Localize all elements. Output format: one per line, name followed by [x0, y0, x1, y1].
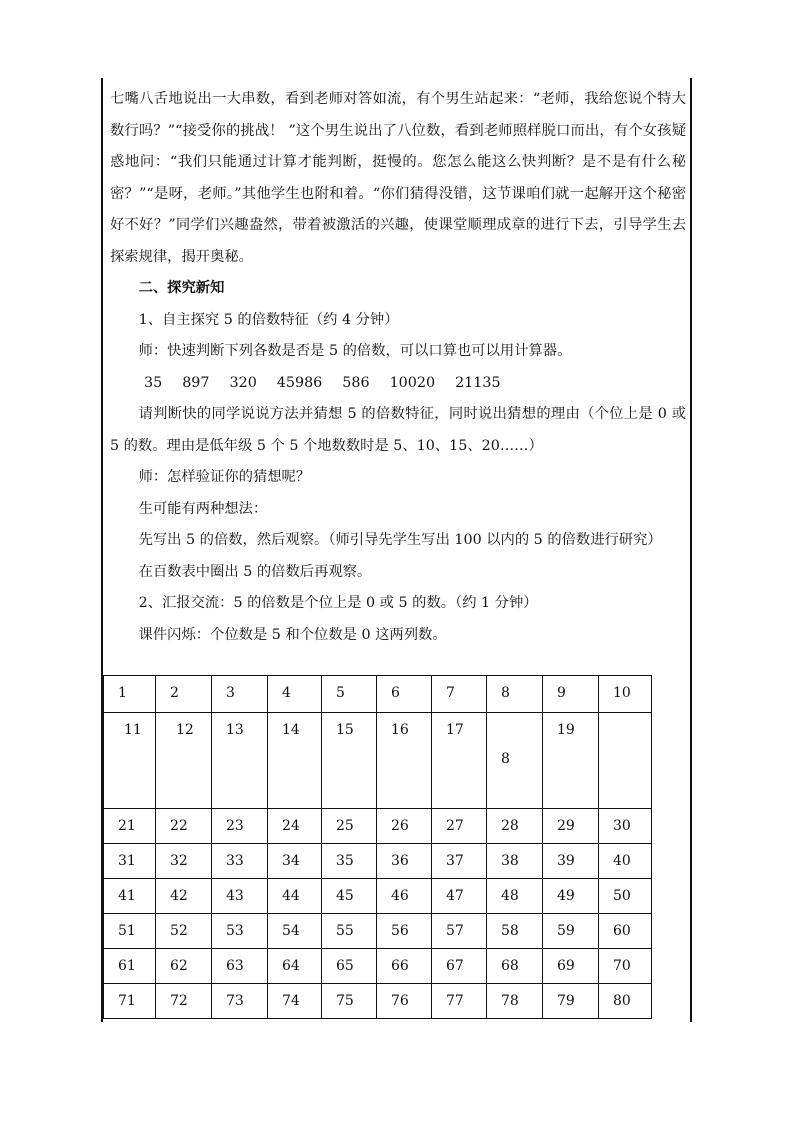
section-heading: 二、探究新知 — [138, 280, 225, 296]
teacher-question: 师：怎样验证你的猜想呢？ — [138, 469, 311, 485]
number-item: 21135 — [455, 374, 501, 391]
method-two: 在百数表中圈出 5 的倍数后再观察。 — [138, 563, 372, 580]
table-cell: 21 — [104, 809, 156, 844]
table-cell: 10 — [599, 676, 652, 713]
table-cell — [599, 713, 652, 809]
table-cell: 5 — [322, 676, 377, 713]
table-cell: 51 — [104, 914, 156, 949]
table-cell: 25 — [322, 809, 377, 844]
table-cell: 72 — [156, 984, 212, 1019]
table-cell: 43 — [212, 879, 268, 914]
intro-paragraph: 七嘴八舌地说出一大串数，看到老师对答如流，有个男生站起来：“老师，我给您说个特大数行吗？”“接受你的挑战！ ”这个男生说出了八位数，看到老师照样脱口而出，有个女孩疑惑地问：“我们只能通过计算才能判断，挺慢的。您怎么能这么快判断？是不是有什么秘密？”“是呀，老师。”其他学生也附和着。“你们猜得没错，这节课咱们就一起解开这个秘密好不好？”同学们兴趣盎然，带着被激活的兴趣，使课堂顺理成章的进行下去，引导学生去探索规律，揭开奥秘。 — [110, 91, 686, 265]
table-row — [104, 949, 652, 984]
table-cell: 53 — [212, 914, 268, 949]
table-row — [104, 676, 652, 713]
table-cell: 65 — [322, 949, 377, 984]
table-cell: 61 — [104, 949, 156, 984]
number-item: 35 — [144, 374, 163, 391]
number-item: 897 — [182, 374, 210, 391]
table-cell: 73 — [212, 984, 268, 1019]
table-cell: 74 — [268, 984, 322, 1019]
table-cell: 29 — [543, 809, 599, 844]
table-cell: 38 — [487, 844, 543, 879]
table-cell: 28 — [487, 809, 543, 844]
table-cell: 34 — [268, 844, 322, 879]
table-cell: 48 — [487, 879, 543, 914]
table-cell: 46 — [377, 879, 432, 914]
table-cell: 69 — [543, 949, 599, 984]
table-cell: 80 — [599, 984, 652, 1019]
table-cell: 67 — [432, 949, 487, 984]
table-cell: 62 — [156, 949, 212, 984]
table-cell: 7 — [432, 676, 487, 713]
table-cell: 66 — [377, 949, 432, 984]
table-cell: 11 — [104, 713, 156, 809]
table-cell: 14 — [268, 713, 322, 809]
table-cell: 42 — [156, 879, 212, 914]
table-cell: 77 — [432, 984, 487, 1019]
number-item: 45986 — [276, 374, 323, 391]
table-cell: 47 — [432, 879, 487, 914]
table-cell: 41 — [104, 879, 156, 914]
table-cell: 60 — [599, 914, 652, 949]
table-cell: 8 — [487, 713, 543, 809]
table-cell: 16 — [377, 713, 432, 809]
table-cell: 71 — [104, 984, 156, 1019]
table-cell: 54 — [268, 914, 322, 949]
number-item: 320 — [229, 374, 257, 391]
table-cell: 57 — [432, 914, 487, 949]
student-ideas: 生可能有两种想法： — [138, 500, 268, 517]
table-row — [104, 914, 652, 949]
teacher-instruction: 师：快速判断下列各数是否是 5 的倍数，可以口算也可以用计算器。 — [138, 343, 572, 359]
table-cell: 50 — [599, 879, 652, 914]
method-one: 先写出 5 的倍数，然后观察。（师引导先学生写出 100 以内的 5 的倍数进行研究） — [138, 532, 662, 548]
table-cell: 23 — [212, 809, 268, 844]
table-cell: 79 — [543, 984, 599, 1019]
table-cell: 37 — [432, 844, 487, 879]
table-cell: 36 — [377, 844, 432, 879]
courseware-note: 课件闪烁：个位数是 5 和个位数是 0 这两列数。 — [138, 626, 447, 643]
numbers-list — [110, 368, 686, 400]
table-cell: 26 — [377, 809, 432, 844]
table-cell: 59 — [543, 914, 599, 949]
table-row — [104, 984, 652, 1019]
table-cell: 1 — [104, 676, 156, 713]
table-cell: 24 — [268, 809, 322, 844]
table-cell: 15 — [322, 713, 377, 809]
table-cell: 45 — [322, 879, 377, 914]
hundred-number-table — [103, 675, 652, 1019]
table-cell: 32 — [156, 844, 212, 879]
table-cell: 6 — [377, 676, 432, 713]
table-row — [104, 879, 652, 914]
table-cell: 19 — [543, 713, 599, 809]
table-cell: 63 — [212, 949, 268, 984]
table-cell: 12 — [156, 713, 212, 809]
table-cell: 27 — [432, 809, 487, 844]
guess-paragraph: 请判断快的同学说说方法并猜想 5 的倍数特征，同时说出猜想的理由（个位上是 0 或 5 的数。理由是低年级 5 个 5 个地数数时是 5、10、15、20……） — [110, 406, 686, 454]
table-cell: 22 — [156, 809, 212, 844]
table-cell: 56 — [377, 914, 432, 949]
table-cell: 2 — [156, 676, 212, 713]
table-cell: 13 — [212, 713, 268, 809]
table-cell: 78 — [487, 984, 543, 1019]
table-cell: 75 — [322, 984, 377, 1019]
lesson-content — [110, 84, 686, 651]
table-cell: 17 — [432, 713, 487, 809]
table-cell: 49 — [543, 879, 599, 914]
table-cell: 64 — [268, 949, 322, 984]
number-item: 10020 — [389, 374, 436, 391]
table-cell: 44 — [268, 879, 322, 914]
number-item: 586 — [342, 374, 370, 391]
table-cell: 35 — [322, 844, 377, 879]
table-cell: 4 — [268, 676, 322, 713]
table-row — [104, 713, 652, 809]
table-cell: 9 — [543, 676, 599, 713]
table-cell: 3 — [212, 676, 268, 713]
table-cell: 39 — [543, 844, 599, 879]
step1-title: 1、自主探究 5 的倍数特征（约 4 分钟） — [138, 311, 399, 328]
table-cell: 31 — [104, 844, 156, 879]
table-cell: 8 — [487, 676, 543, 713]
table-cell: 40 — [599, 844, 652, 879]
table-cell: 68 — [487, 949, 543, 984]
table-cell: 70 — [599, 949, 652, 984]
table-cell: 58 — [487, 914, 543, 949]
table-row — [104, 809, 652, 844]
table-cell: 30 — [599, 809, 652, 844]
table-cell: 52 — [156, 914, 212, 949]
table-cell: 33 — [212, 844, 268, 879]
table-cell: 55 — [322, 914, 377, 949]
table-cell: 76 — [377, 984, 432, 1019]
step2-title: 2、汇报交流：5 的倍数是个位上是 0 或 5 的数。（约 1 分钟） — [138, 595, 538, 611]
table-row — [104, 844, 652, 879]
